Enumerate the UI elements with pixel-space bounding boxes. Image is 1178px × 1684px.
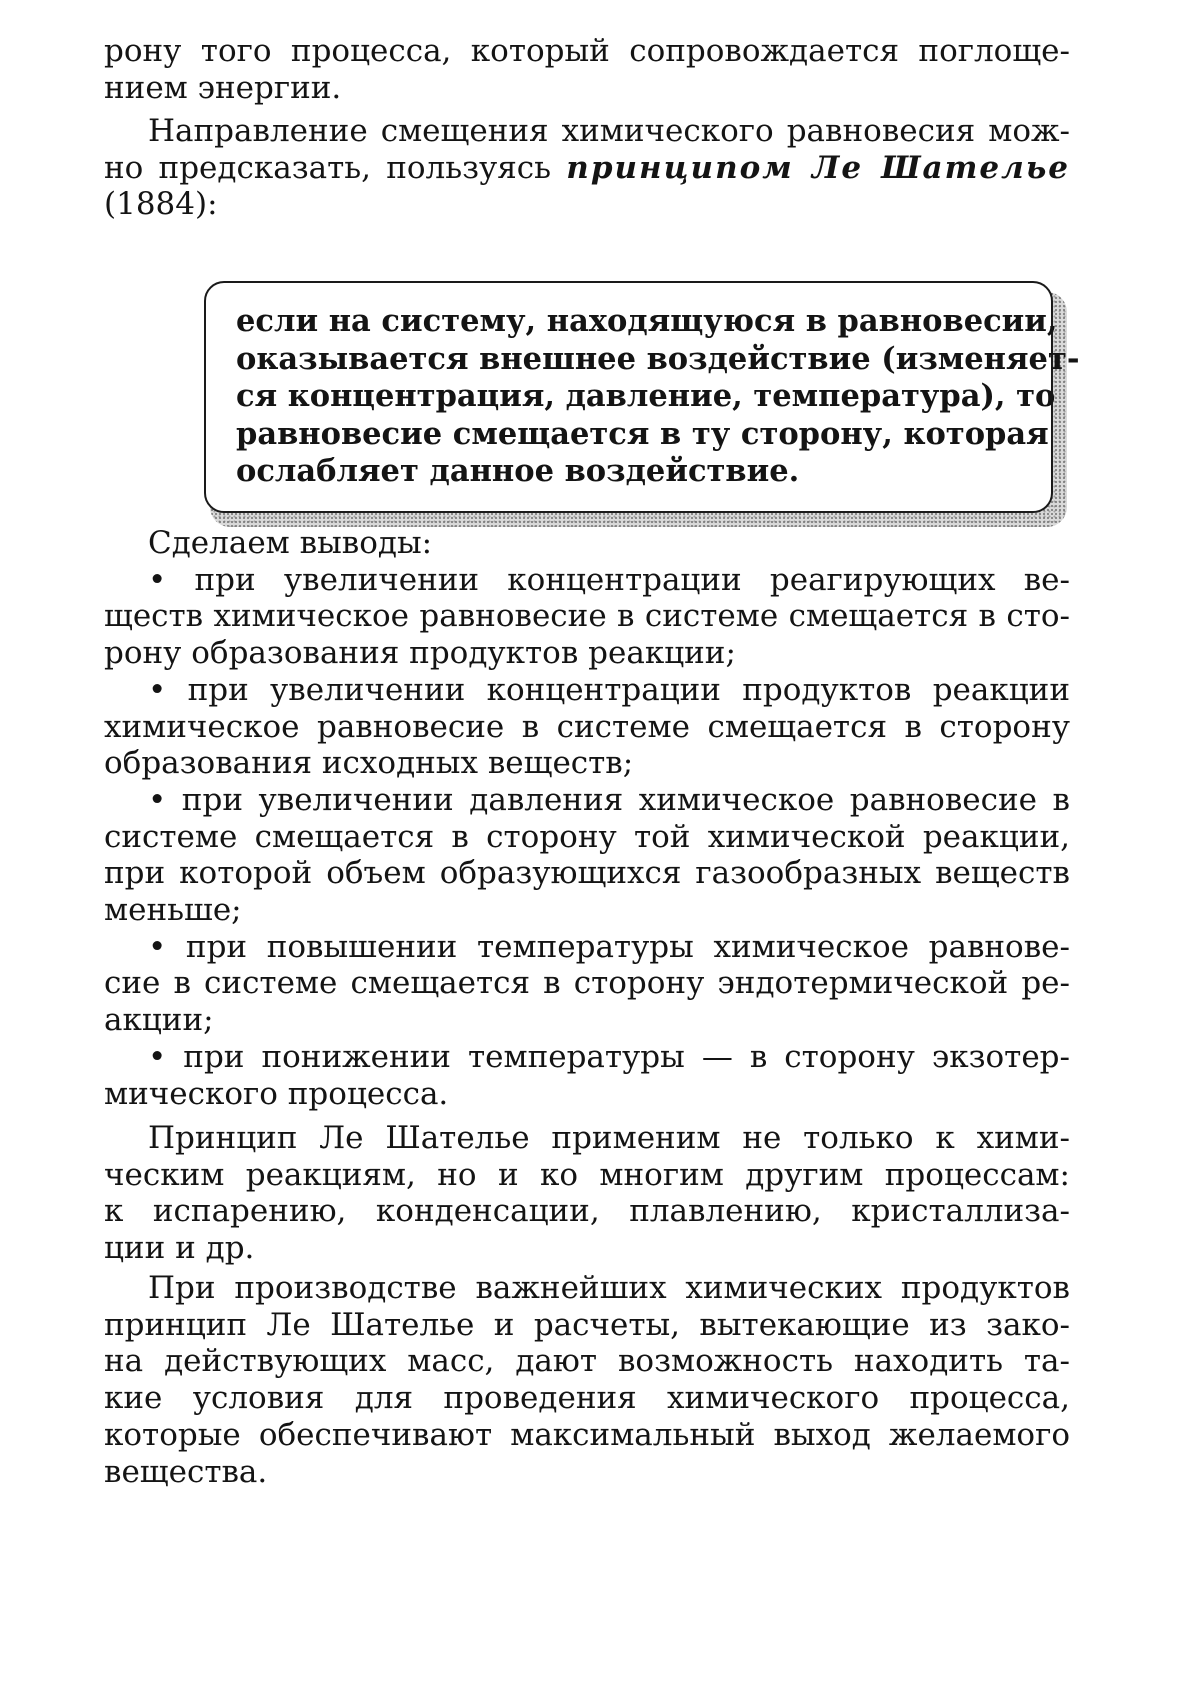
conclusions-heading: Сделаем выводы: bbox=[148, 525, 433, 561]
text-fragment: но предсказать, пользуясь bbox=[104, 149, 567, 186]
rule-line: ослабляет данное воздействие. bbox=[236, 453, 800, 489]
paragraph-production bbox=[104, 1270, 1070, 1490]
rule-line: ся концентрация, давление, температура), то bbox=[236, 378, 1056, 414]
text-line: ции и др. bbox=[104, 1230, 255, 1267]
text-line: на действующих масс, дают возможность находить та- bbox=[104, 1343, 1070, 1380]
text-line: • при повышении температуры химическое равнове- bbox=[148, 928, 1070, 965]
text-line: (1884): bbox=[104, 186, 218, 223]
list-item bbox=[104, 562, 1070, 672]
paragraph-principle-intro bbox=[104, 113, 1070, 223]
text-line: при которой объем образующихся газообразных веществ bbox=[104, 855, 1070, 892]
list-item bbox=[104, 672, 1070, 782]
principle-name-emphasis: принципом Ле Шателье bbox=[566, 149, 1071, 186]
paragraph-top bbox=[104, 33, 1070, 106]
text-line: ческим реакциям, но и ко многим другим процессам: bbox=[104, 1156, 1070, 1193]
conclusions-section bbox=[104, 525, 1070, 1112]
text-line: • при увеличении концентрации реагирующих ве- bbox=[148, 561, 1070, 598]
text-line: вещества. bbox=[104, 1453, 268, 1490]
text-line: акции; bbox=[104, 1002, 214, 1039]
rule-line: равновесие смещается в ту сторону, которая bbox=[236, 415, 1049, 452]
text-line: принцип Ле Шателье и расчеты, вытекающие из зако- bbox=[104, 1306, 1070, 1343]
rule-line: оказывается внешнее воздействие (изменяет- bbox=[236, 340, 1080, 377]
text-line: кие условия для проведения химического процесса, bbox=[104, 1380, 1070, 1417]
text-line: Принцип Ле Шателье применим не только к хими- bbox=[148, 1120, 1070, 1156]
text-line: рону того процесса, который сопровождается поглоще- bbox=[104, 33, 1070, 69]
text-line: • при понижении температуры — в сторону экзотер- bbox=[148, 1038, 1070, 1075]
list-item bbox=[104, 782, 1070, 929]
text-line: При производстве важнейших химических продуктов bbox=[148, 1270, 1070, 1306]
text-line: • при увеличении концентрации продуктов реакции bbox=[148, 671, 1070, 708]
text-line: • при увеличении давления химическое равновесие в bbox=[148, 781, 1070, 818]
list-item bbox=[104, 1039, 1070, 1112]
text-line: к испарению, конденсации, плавлению, кристаллиза- bbox=[104, 1193, 1070, 1230]
text-line: Направление смещения химического равновесия мож- bbox=[148, 113, 1070, 149]
le-chatelier-rule-text bbox=[236, 303, 1080, 491]
text-line: сие в системе смещается в сторону эндотермической ре- bbox=[104, 965, 1070, 1002]
text-line: рону образования продуктов реакции; bbox=[104, 635, 736, 672]
text-line bbox=[104, 150, 1070, 187]
paragraph-applicability bbox=[104, 1120, 1070, 1267]
text-line: нием энергии. bbox=[104, 69, 342, 106]
text-line: мического процесса. bbox=[104, 1075, 449, 1112]
list-item bbox=[104, 929, 1070, 1039]
rule-line: если на систему, находящуюся в равновесии, bbox=[236, 303, 1058, 339]
text-line: системе смещается в сторону той химической реакции, bbox=[104, 818, 1070, 855]
text-line: которые обеспечивают максимальный выход желаемого bbox=[104, 1416, 1070, 1453]
text-line: меньше; bbox=[104, 892, 242, 929]
text-line: ществ химическое равновесие в системе смещается в сто- bbox=[104, 598, 1070, 635]
text-line: образования исходных веществ; bbox=[104, 745, 634, 782]
text-line: химическое равновесие в системе смещается в сторону bbox=[104, 708, 1070, 745]
